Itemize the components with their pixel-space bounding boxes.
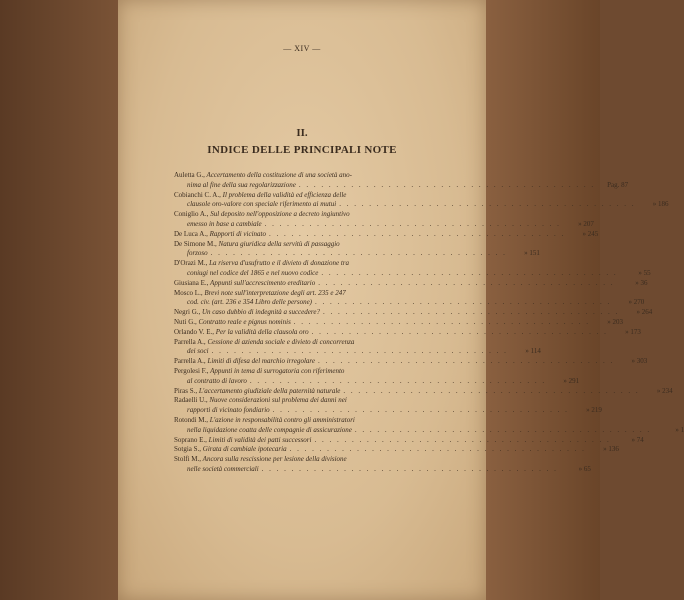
entry-text: [174, 387, 340, 397]
entry-title: nima al fine della sua regolarizzazione: [187, 180, 296, 189]
entry-title: Brevi note sull'interpretazione degli art. 235 e 247: [204, 288, 346, 297]
entry-text: [174, 289, 346, 299]
entry-text: [174, 191, 346, 201]
entry-first-line: [174, 435, 644, 446]
index-list: [174, 171, 684, 475]
book-page: [118, 0, 684, 600]
index-entry: [174, 327, 641, 338]
entry-page-number: » 291: [563, 376, 580, 385]
entry-author: Parrella A.,: [174, 357, 206, 366]
index-entry: [174, 415, 684, 436]
entry-title: Per la validità della clausola oro: [215, 327, 309, 336]
entry-author: Rotondi M.,: [174, 415, 209, 424]
section-title: INDICE DELLE PRINCIPALI NOTE: [207, 144, 397, 156]
entry-text: [174, 396, 347, 406]
entry-page-number: Pag. 87: [607, 180, 629, 189]
entry-author: De Simone M.,: [174, 239, 217, 248]
index-entry: [174, 288, 645, 309]
entry-first-line: [174, 317, 624, 328]
entry-author: De Luca A.,: [174, 229, 208, 238]
entry-text: [187, 377, 247, 387]
entry-first-line: [174, 396, 470, 406]
dot-leader: . . . . . . . . . . . . . . . . . . . . . . . . . . . . . . . . . . . . . . . .: [354, 425, 652, 434]
entry-first-line: [174, 327, 641, 338]
entry-author: Nuti G.,: [174, 317, 197, 326]
entry-text: [187, 347, 209, 357]
entry-title: dei soci: [187, 347, 209, 356]
dot-leader: . . . . . . . . . . . . . . . . . . . . . . . . . . . . . . . . . . . . . . . .: [289, 445, 586, 454]
entry-text: [174, 279, 315, 289]
entry-title: nelle società commerciali: [187, 464, 259, 473]
entry-first-line: [174, 357, 648, 367]
entry-first-line: [174, 171, 470, 181]
entry-page-number: » 303: [631, 357, 648, 366]
entry-page-number: » 270: [628, 298, 645, 307]
entry-title: al contratto di lavoro: [187, 376, 247, 385]
entry-title: Accertamento della costituzione di una società ano-: [206, 171, 352, 179]
entry-first-line: [174, 229, 599, 240]
entry-title: Limiti di validità dei patti successori: [208, 435, 312, 444]
entry-title: L'accertamento giudiziale della paternità naturale: [198, 386, 341, 395]
entry-first-line: [174, 445, 619, 455]
entry-text: [174, 357, 315, 367]
index-entry: [174, 259, 651, 279]
entry-first-line: [174, 308, 653, 318]
entry-title: Contratto reale e pignus nominis: [198, 317, 291, 326]
entry-page-number: » 74: [631, 435, 644, 444]
entry-title: emesso in base a cambiale: [187, 219, 262, 228]
entry-title: La riserva d'usufrutto e il divieto di donazione tra: [209, 259, 350, 268]
entry-title: Ancora sulla rescissione per lesione della divisione: [202, 455, 347, 464]
entry-author: Radaelli U.,: [174, 396, 208, 405]
entry-text: [174, 308, 320, 318]
entry-author: Orlando V. E.,: [174, 327, 214, 336]
entry-text: [174, 416, 355, 426]
entry-continuation-line: [174, 425, 684, 436]
entry-title: forzoso: [187, 249, 208, 258]
entry-title: Sul deposito nell'opposizione a decreto ingiuntivo: [210, 210, 350, 219]
index-entry: [174, 445, 619, 455]
entry-first-line: [174, 191, 470, 201]
dot-leader: . . . . . . . . . . . . . . . . . . . . . . . . . . . . . . . . . . . . . . . .: [321, 268, 618, 277]
entry-continuation-line: [174, 249, 540, 259]
index-entry: [174, 337, 541, 358]
dot-leader: . . . . . . . . . . . . . . . . . . . . . . . . . . . . . . . . . . . . . . . .: [322, 308, 620, 317]
entry-page-number: » 36: [635, 278, 648, 287]
entry-first-line: [174, 289, 470, 299]
entry-author: Negri G.,: [174, 308, 201, 317]
entry-author: Coniglio A.,: [174, 210, 209, 219]
page-number: — XIV —: [283, 44, 321, 53]
entry-text: [187, 181, 296, 191]
entry-title: coniugi nel codice del 1865 e nel nuovo codice: [187, 268, 319, 277]
dot-leader: . . . . . . . . . . . . . . . . . . . . . . . . . . . . . . . . . . . . . . . .: [268, 229, 566, 238]
index-entry: [174, 278, 648, 289]
entry-text: [187, 269, 318, 279]
entry-text: [174, 328, 309, 338]
entry-page-number: » 219: [586, 406, 602, 415]
entry-continuation-line: [174, 298, 645, 308]
entry-page-number: » 173: [625, 327, 641, 336]
dot-leader: . . . . . . . . . . . . . . . . . . . . . . . . . . . . . . . . . . . . . . . .: [315, 298, 612, 307]
entry-first-line: [174, 278, 648, 289]
entry-title: clausole oro-valore con speciale riferimento ai mutui: [187, 200, 337, 209]
dot-leader: . . . . . . . . . . . . . . . . . . . . . . . . . . . . . . . . . . . . . . . .: [343, 386, 640, 395]
entry-text: [187, 220, 262, 230]
entry-title: nella liquidazione coatta delle compagnie di assicurazione: [187, 425, 352, 434]
background-left: [0, 0, 118, 600]
entry-page-number: » 65: [578, 464, 591, 473]
entry-page-number: » 1: [675, 425, 684, 434]
section-number: II.: [296, 127, 308, 139]
entry-first-line: [174, 386, 673, 397]
entry-continuation-line: [174, 268, 651, 279]
entry-continuation-line: [174, 406, 602, 416]
entry-text: [174, 318, 291, 328]
entry-continuation-line: [174, 219, 594, 230]
entry-text: [187, 406, 270, 416]
entry-author: Cobianchi C. A.,: [174, 190, 221, 199]
entry-page-number: » 245: [582, 229, 599, 238]
entry-page-number: » 55: [638, 268, 651, 277]
entry-continuation-line: [174, 180, 629, 191]
entry-title: Natura giuridica della servitù di passaggio: [218, 239, 340, 248]
entry-text: [174, 259, 349, 269]
entry-text: [187, 249, 208, 259]
entry-author: Pergolesi F.,: [174, 366, 209, 375]
entry-text: [174, 240, 340, 250]
entry-first-line: [174, 367, 470, 377]
entry-author: Mosco L.,: [174, 288, 203, 297]
dot-leader: . . . . . . . . . . . . . . . . . . . . . . . . . . . . . . . . . . . . . . . .: [272, 406, 569, 415]
dot-leader: . . . . . . . . . . . . . . . . . . . . . . . . . . . . . . . . . . . . . . . .: [210, 249, 507, 258]
entry-page-number: » 207: [578, 219, 594, 228]
index-entry: [174, 210, 594, 230]
entry-page-number: » 264: [636, 308, 653, 317]
index-entry: [174, 455, 591, 475]
dot-leader: . . . . . . . . . . . . . . . . . . . . . . . . . . . . . . . . . . . . . . . .: [293, 317, 591, 326]
entry-text: [174, 230, 266, 240]
entry-first-line: [174, 240, 470, 250]
entry-author: Sotgia S.,: [174, 445, 202, 454]
entry-page-number: » 114: [525, 347, 541, 356]
entry-text: [187, 465, 259, 475]
entry-continuation-line: [174, 200, 669, 210]
entry-first-line: [174, 210, 470, 220]
entry-first-line: [174, 259, 470, 269]
entry-text: [174, 338, 354, 348]
entry-text: [174, 455, 347, 465]
entry-author: Piras S.,: [174, 386, 198, 395]
dot-leader: . . . . . . . . . . . . . . . . . . . . . . . . . . . . . . . . . . . . . . . .: [339, 200, 636, 209]
entry-author: Stolfi M.,: [174, 455, 202, 464]
index-entry: [174, 229, 599, 240]
index-entry: [174, 239, 540, 260]
entry-title: Cessione di azienda sociale e divieto di concorrenza: [207, 337, 355, 346]
entry-title: Un caso dubbio di indegnità a succedere?: [202, 308, 320, 317]
entry-title: Limiti di difesa del marchio irregolare: [207, 357, 315, 366]
dot-leader: . . . . . . . . . . . . . . . . . . . . . . . . . . . . . . . . . . . . . . . .: [249, 376, 547, 385]
dot-leader: . . . . . . . . . . . . . . . . . . . . . . . . . . . . . . . . . . . . . . . .: [314, 435, 611, 444]
entry-continuation-line: [174, 376, 580, 387]
entry-page-number: » 186: [652, 200, 669, 209]
entry-author: Auletta G.,: [174, 171, 205, 179]
index-entry: [174, 366, 580, 387]
entry-title: Appunti in tema di surrogatoria con riferimento: [210, 366, 345, 375]
index-entry: [174, 396, 602, 416]
entry-author: Soprano E.,: [174, 435, 207, 444]
entry-continuation-line: [174, 347, 541, 357]
entry-author: D'Orazi M.,: [174, 259, 208, 268]
index-entry: [174, 171, 629, 191]
entry-title: cod. civ. (art. 236 e 354 Libro delle persone): [187, 298, 313, 307]
dot-leader: . . . . . . . . . . . . . . . . . . . . . . . . . . . . . . . . . . . . . . . .: [261, 464, 558, 473]
dot-leader: . . . . . . . . . . . . . . . . . . . . . . . . . . . . . . . . . . . . . . . .: [318, 278, 615, 287]
dot-leader: . . . . . . . . . . . . . . . . . . . . . . . . . . . . . . . . . . . . . . . .: [211, 347, 508, 356]
entry-text: [187, 426, 352, 436]
index-entry: [174, 386, 673, 397]
dot-leader: . . . . . . . . . . . . . . . . . . . . . . . . . . . . . . . . . . . . . . . .: [317, 357, 615, 366]
entry-first-line: [174, 416, 470, 426]
dot-leader: . . . . . . . . . . . . . . . . . . . . . . . . . . . . . . . . . . . . . . . .: [311, 327, 608, 336]
index-entry: [174, 317, 624, 328]
index-entry: [174, 190, 669, 211]
entry-text: [174, 436, 311, 446]
entry-text: [174, 445, 287, 455]
entry-title: Nuove considerazioni sul problema dei danni nei: [209, 396, 347, 405]
index-entry: [174, 435, 644, 446]
entry-title: Appunti sull'accrescimento ereditario: [210, 278, 316, 287]
entry-text: [174, 171, 352, 181]
entry-text: [187, 298, 312, 308]
entry-title: Rapporti di vicinato: [209, 229, 266, 238]
dot-leader: . . . . . . . . . . . . . . . . . . . . . . . . . . . . . . . . . . . . . . . .: [298, 180, 596, 189]
entry-text: [174, 367, 344, 377]
entry-author: Parrella A.,: [174, 337, 206, 346]
index-entry: [174, 357, 648, 367]
dot-leader: . . . . . . . . . . . . . . . . . . . . . . . . . . . . . . . . . . . . . . . .: [264, 219, 561, 228]
entry-continuation-line: [174, 464, 591, 475]
entry-page-number: » 151: [524, 249, 540, 258]
entry-title: Girata di cambiale ipotecaria: [202, 445, 287, 454]
entry-first-line: [174, 455, 470, 465]
entry-page-number: » 136: [603, 445, 619, 454]
entry-page-number: » 234: [656, 386, 673, 395]
entry-text: [187, 200, 336, 210]
entry-title: rapporti di vicinato fondiario: [187, 406, 270, 415]
entry-text: [174, 210, 350, 220]
entry-page-number: » 203: [607, 317, 624, 326]
entry-first-line: [174, 338, 470, 348]
entry-author: Giusiana E.,: [174, 278, 209, 287]
entry-title: L'azione in responsabilità contro gli amministratori: [209, 415, 355, 424]
index-entry: [174, 308, 653, 318]
entry-title: Il problema della validità ed efficienza delle: [222, 190, 347, 199]
